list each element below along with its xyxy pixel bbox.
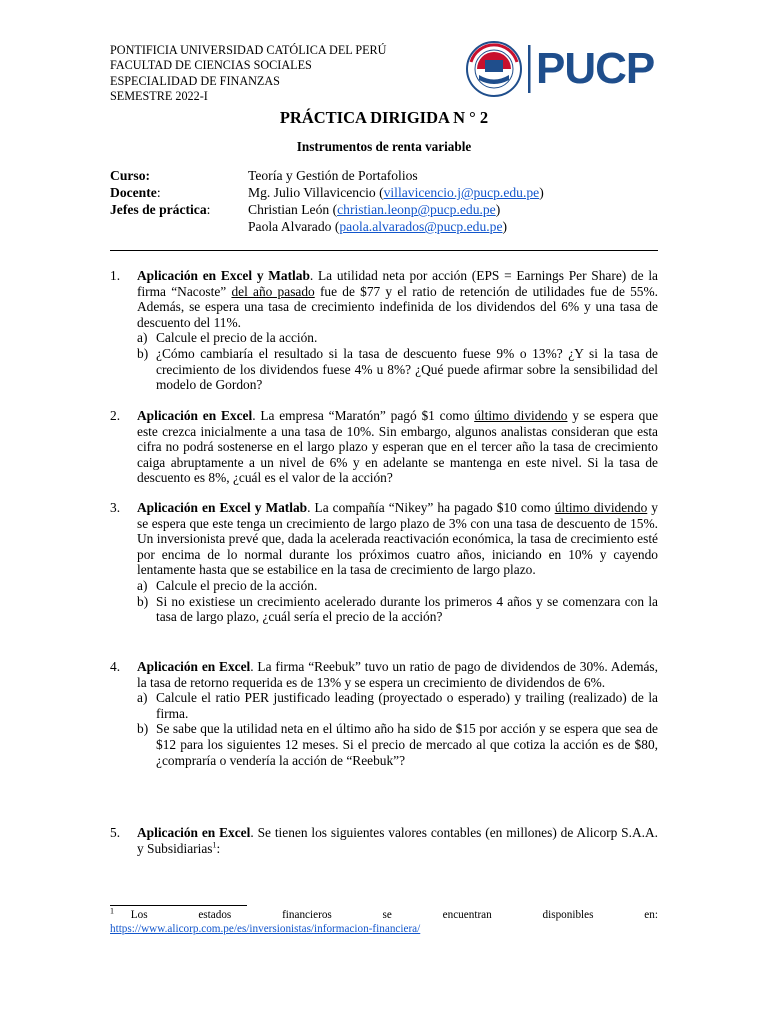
- jefe2-value: Paola Alvarado (paola.alvarados@pucp.edu.pe): [248, 219, 508, 234]
- docente-label: Docente:: [110, 185, 161, 200]
- faculty-name: FACULTAD DE CIENCIAS SOCIALES: [110, 58, 312, 72]
- footnote-ref[interactable]: 1: [212, 840, 217, 850]
- course-label: Curso:: [110, 168, 151, 183]
- question-number: 4.: [110, 659, 121, 674]
- question-2: [110, 408, 658, 486]
- question-4: [110, 659, 658, 768]
- semester: SEMESTRE 2022-I: [110, 89, 208, 103]
- header-divider: [110, 250, 658, 251]
- question-text: Aplicación en Excel. La firma “Reebuk” tuvo un ratio de pago de dividendos de 30%. Además, la tasa de retorno requerida es de 13% y se espera un crecimiento de dividendos de 6%.: [137, 659, 658, 690]
- question-3: [110, 500, 658, 625]
- question-number: 3.: [110, 500, 121, 515]
- footnote-mark: 1: [110, 906, 114, 916]
- course-value: Teoría y Gestión de Portafolios: [248, 168, 418, 183]
- question-text: Aplicación en Excel. Se tienen los siguientes valores contables (en millones) de Alicorp S.A.A. y Subsidiarias$^1$:: [137, 825, 659, 856]
- jefes-label: Jefes de práctica:: [110, 202, 211, 217]
- jefe2-email-link[interactable]: paola.alvarados@pucp.edu.pe: [339, 219, 503, 234]
- docente-value: Mg. Julio Villavicencio (villavicencio.j@pucp.edu.pe): [248, 185, 544, 200]
- question-3a: a) Calcule el precio de la acción.: [137, 577, 318, 593]
- footnote: $^1$ Los estados financieros se encuentran disponibles en: https://www.alicorp.com.pe/es/inversionistas/informacion-financiera/: [110, 906, 658, 935]
- question-3b: b) Si no existiese un crecimiento acelerado durante los primeros 4 años y se comenzara con la tasa de largo plazo, ¿cuál sería el precio de la acción?: [137, 593, 658, 625]
- question-1a: a) Calcule el precio de la acción.: [137, 330, 318, 346]
- footnote-divider: [110, 905, 247, 906]
- pucp-logo: [465, 40, 655, 98]
- university-name: PONTIFICIA UNIVERSIDAD CATÓLICA DEL PERÚ: [110, 43, 387, 57]
- question-1b: b) ¿Cómo cambiaría el resultado si la tasa de descuento fuese 9% o 13%? ¿Y si la tasa de crecimiento de los dividendos fuese 4% u 8%? ¿Qué puede afirmar sobre la sensibilidad del modelo de Gordon?: [137, 345, 658, 393]
- question-number: 2.: [110, 408, 121, 423]
- question-4a: a) Calcule el ratio PER justificado leading (proyectado o esperado) y trailing (realizado) de la firma.: [137, 690, 658, 721]
- question-1: [110, 268, 658, 393]
- question-text: Aplicación en Excel y Matlab. La compañía “Nikey” ha pagado $10 como último dividendo y se espera que este tenga un crecimiento de largo plazo de 3% con una tasa de descuento de 15%. Un inversionista prevé que, dada la acelerada reactivación económica, la tasa de crecimiento esté por encima de lo normal durante los próximos cuatro años, iniciando en 10% y cayendo lentamente hasta que se estabilice en la tasa de crecimiento de largo plazo.: [137, 500, 658, 578]
- question-4b: b) Se sabe que la utilidad neta en el último año ha sido de $15 por acción y se espera que sea de $12 para los siguientes 12 meses. Si el precio de mercado al que cotiza la acción es de $80, ¿compraría o vendería la acción de “Reebuk”?: [137, 721, 658, 768]
- page-title: PRÁCTICA DIRIGIDA N ° 2: [279, 108, 489, 127]
- question-text: Aplicación en Excel y Matlab. La utilidad neta por acción (EPS = Earnings Per Share) de la firma “Nacoste” del año pasado fue de $77 y el ratio de retención de utilidades fue de 55%. Además, se espera una tasa de crecimiento indefinida de los dividendos del 6% y una tasa de descuento del 11%.: [137, 268, 658, 330]
- question-text: Aplicación en Excel. La empresa “Maratón” pagó $1 como último dividendo y se espera que este crezca inicialmente a una tasa de 10%. Sin embargo, algunos analistas consideran que esta cifra no podrá sostenerse en el largo plazo y esperan que en el tercer año la tasa de crecimiento caiga abruptamente a un nivel de 6% y en adelante se mantenga en este nivel. Si la tasa de descuento es 8%, ¿cuál es el valor de la acción?: [137, 408, 659, 486]
- question-5: [110, 825, 658, 856]
- question-number: 5.: [110, 825, 121, 840]
- jefe1-value: Christian León (christian.leonp@pucp.edu.pe): [248, 202, 501, 217]
- specialty-name: ESPECIALIDAD DE FINANZAS: [110, 74, 280, 88]
- page-subtitle: Instrumentos de renta variable: [296, 139, 472, 154]
- footnote-url-link[interactable]: https://www.alicorp.com.pe/es/inversionistas/informacion-financiera/: [110, 922, 421, 935]
- jefe1-email-link[interactable]: christian.leonp@pucp.edu.pe: [337, 202, 496, 217]
- question-number: 1.: [110, 268, 121, 283]
- docente-email-link[interactable]: villavicencio.j@pucp.edu.pe: [383, 185, 540, 200]
- pucp-wordmark: PUCP: [536, 44, 655, 93]
